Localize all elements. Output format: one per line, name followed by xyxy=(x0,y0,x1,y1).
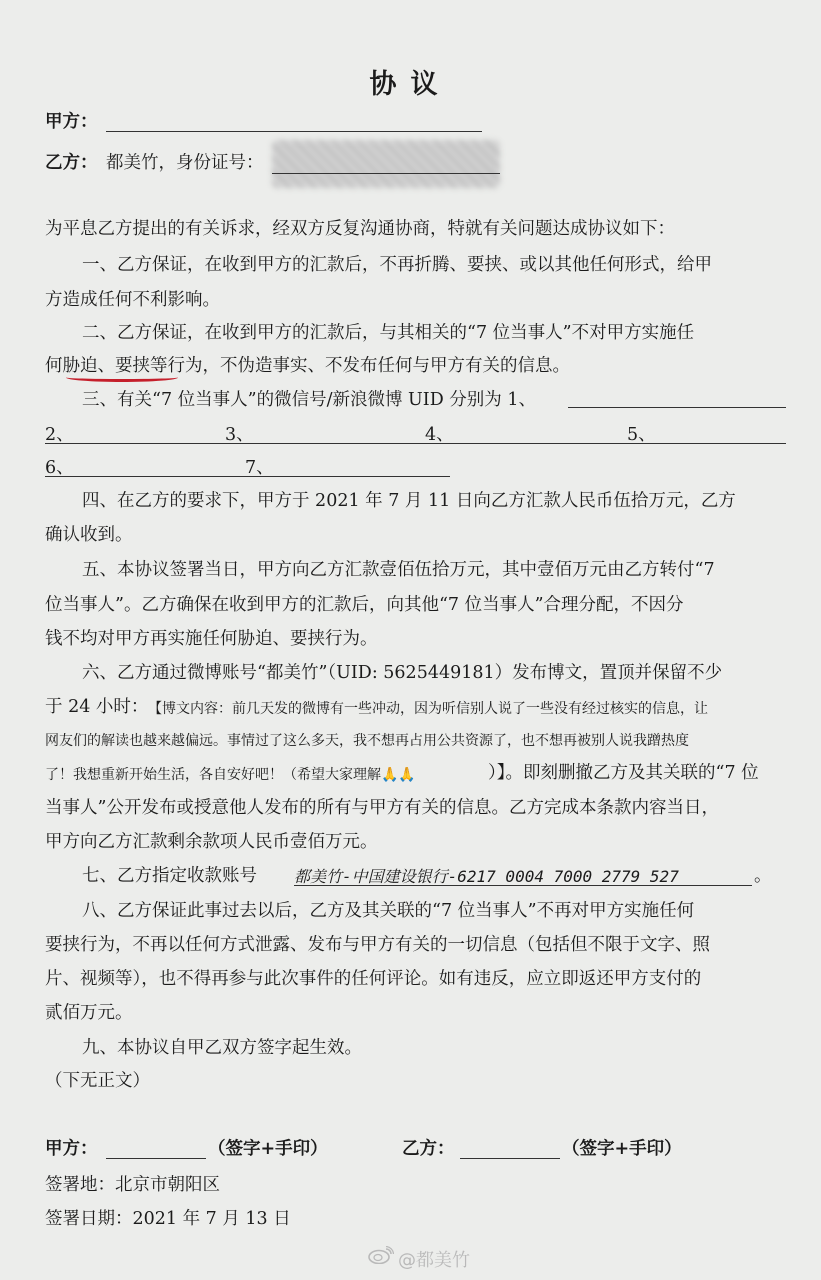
clause6-line6: 甲方向乙方汇款剩余款项人民币壹佰万元。 xyxy=(45,832,378,852)
uid-blank-row3 xyxy=(45,476,450,477)
uid-item-3: 3、 xyxy=(225,425,254,445)
clause4-line2: 确认收到。 xyxy=(45,525,133,545)
party-a-blank xyxy=(106,131,482,132)
uid-item-6: 6、 xyxy=(45,458,74,478)
clause9-text: 九、本协议自甲乙双方签字起生效。 xyxy=(82,1038,362,1058)
clause6-post-content-3: 了！我想重新开始生活，各自安好吧！（希望大家理解🙏🙏 xyxy=(45,767,416,783)
clause8-line4: 贰佰万元。 xyxy=(45,1003,133,1023)
clause8-line1: 八、乙方保证此事过去以后，乙方及其关联的“7 位当事人”不再对甲方实施任何 xyxy=(82,901,695,921)
sign-b-label: 乙方： xyxy=(402,1139,455,1159)
clause6-line5: 当事人”公开发布或授意他人发布的所有与甲方有关的信息。乙方完成本条款内容当日， xyxy=(45,798,719,818)
clause2-line1: 二、乙方保证，在收到甲方的汇款后，与其相关的“7 位当事人”不对甲方实施任 xyxy=(82,323,695,343)
redacted-id-number xyxy=(272,140,500,188)
clause7-account: 都美竹-中国建设银行-6217 0004 7000 2779 527 xyxy=(294,867,679,886)
sign-a-blank xyxy=(106,1158,206,1159)
signing-place: 签署地：北京市朝阳区 xyxy=(45,1175,220,1195)
clause6-line2a: 于 24 小时： xyxy=(45,697,149,717)
intro-text: 为平息乙方提出的有关诉求，经双方反复沟通协商，特就有关问题达成协议如下： xyxy=(45,219,675,239)
clause8-line3: 片、视频等），也不得再参与此次事件的任何评论。如有违反，应立即返还甲方支付的 xyxy=(45,969,702,989)
party-a-label: 甲方： xyxy=(45,112,98,132)
uid-blank-1 xyxy=(568,407,786,408)
uid-item-5: 5、 xyxy=(627,425,656,445)
clause2-line2: 何胁迫、要挟等行为，不伪造事实、不发布任何与甲方有关的信息。 xyxy=(45,356,570,376)
uid-blank-row2 xyxy=(45,443,786,444)
party-b-label: 乙方： xyxy=(45,153,98,173)
watermark-text: @都美竹 xyxy=(398,1250,470,1271)
clause1-line1: 一、乙方保证，在收到甲方的汇款后，不再折腾、要挟、或以其他任何形式，给甲 xyxy=(82,255,712,275)
red-underline-highlight xyxy=(66,373,178,382)
account-underline xyxy=(294,885,752,886)
clause4-line1: 四、在乙方的要求下，甲方于 2021 年 7 月 11 日向乙方汇款人民币伍拾万元，乙方 xyxy=(82,491,736,511)
clause6-post-content-1: 【博文内容：前几天发的微博有一些冲动，因为听信别人说了一些没有经过核实的信息，让 xyxy=(148,701,708,717)
clause5-line1: 五、本协议签署当日，甲方向乙方汇款壹佰伍拾万元，其中壹佰万元由乙方转付“7 xyxy=(82,560,715,580)
sign-b-note: （签字+手印） xyxy=(562,1139,682,1159)
clause3-line1: 三、有关“7 位当事人”的微信号/新浪微博 UID 分别为 1、 xyxy=(82,390,536,410)
uid-item-2: 2、 xyxy=(45,425,74,445)
signing-date: 签署日期：2021 年 7 月 13 日 xyxy=(45,1209,291,1229)
clause1-line2: 方造成任何不利影响。 xyxy=(45,290,220,310)
sign-a-label: 甲方： xyxy=(45,1139,98,1159)
no-more-text: （下无正文） xyxy=(45,1071,150,1091)
clause6-line4b: ）】。即刻删撤乙方及其关联的“7 位 xyxy=(488,763,759,783)
sign-a-note: （签字+手印） xyxy=(208,1139,328,1159)
clause5-line3: 钱不均对甲方再实施任何胁迫、要挟行为。 xyxy=(45,629,378,649)
weibo-icon xyxy=(368,1246,394,1264)
clause8-line2: 要挟行为，不再以任何方式泄露、发布与甲方有关的一切信息（包括但不限于文字、照 xyxy=(45,935,710,955)
clause6-post-content-2: 网友们的解读也越来越偏远。事情过了这么多天，我不想再占用公共资源了，也不想再被别人说我蹭热度 xyxy=(45,733,689,749)
uid-item-4: 4、 xyxy=(425,425,454,445)
id-number-blank xyxy=(272,173,500,174)
document-title: 协议 xyxy=(369,69,452,100)
clause6-line1: 六、乙方通过微博账号“都美竹”（UID: 5625449181）发布博文，置顶并保留不少 xyxy=(82,663,723,683)
clause5-line2: 位当事人”。乙方确保在收到甲方的汇款后，向其他“7 位当事人”合理分配，不因分 xyxy=(45,595,684,615)
party-b-name: 都美竹，身份证号： xyxy=(106,153,264,173)
uid-item-7: 7、 xyxy=(245,458,274,478)
sign-b-blank xyxy=(460,1158,560,1159)
clause7-end: 。 xyxy=(754,866,772,886)
clause7-label: 七、乙方指定收款账号 xyxy=(82,866,257,886)
